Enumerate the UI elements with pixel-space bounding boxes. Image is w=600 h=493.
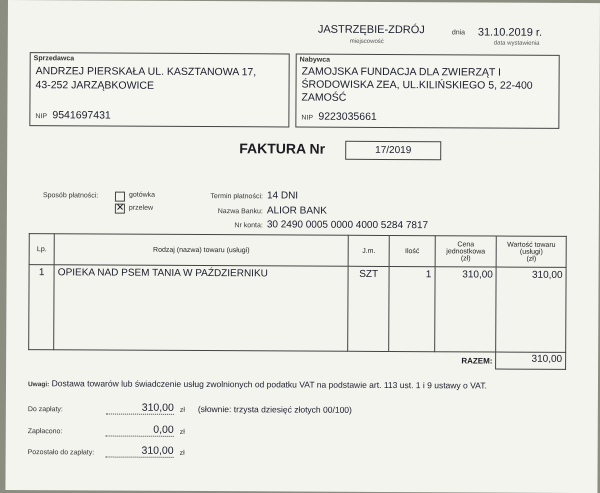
payment-term: 14 DNI <box>266 190 299 202</box>
col-unit: J.m. <box>348 235 390 266</box>
payment-method-label: Sposób płatności: <box>42 192 99 200</box>
remaining-currency: zł <box>179 449 185 457</box>
col-price <box>435 236 497 267</box>
issue-place: JASTRZĘBIE-ZDRÓJ <box>317 23 425 37</box>
items-header-row <box>29 234 566 268</box>
account-number: 30 2490 0005 0000 4000 5284 7817 <box>266 219 429 232</box>
remaining-amount: 310,00 <box>106 445 174 458</box>
total-row <box>29 350 566 370</box>
row-unit: SZT <box>348 266 390 351</box>
paid-label: Zapłacono: <box>27 428 63 436</box>
seller-box <box>29 52 289 127</box>
transfer-option-label: przelew <box>128 204 154 212</box>
buyer-label: Nabywca <box>299 56 331 64</box>
col-value <box>496 236 566 267</box>
issue-date-label: data wystawienia <box>493 40 540 47</box>
buyer-line3: ZAMOŚĆ <box>301 91 347 104</box>
paid-amount: 0,00 <box>106 424 174 437</box>
col-value-line2: (usługi) <box>519 248 543 256</box>
payment-term-label: Termin płatności: <box>210 193 263 201</box>
transfer-checkbox[interactable]: ✕ <box>115 202 125 214</box>
table-row <box>29 265 566 353</box>
seller-nip-label: NIP <box>35 113 48 121</box>
invoice-sheet <box>5 0 600 493</box>
invoice-number-box <box>345 141 441 161</box>
to-pay-currency: zł <box>179 406 185 414</box>
bank-name-label: Nazwa Banku: <box>217 208 263 216</box>
row-qty: 1 <box>389 267 435 352</box>
col-qty: Ilość <box>389 236 435 267</box>
remaining-label: Pozostało do zapłaty: <box>27 449 95 457</box>
cash-checkbox[interactable] <box>115 192 125 202</box>
total-label: RAZEM: <box>29 350 496 369</box>
notes-label: Uwagi: <box>27 381 50 389</box>
seller-line2: 43-252 JARZĄBKOWICE <box>35 79 155 92</box>
row-lp: 1 <box>29 265 55 350</box>
buyer-line2: ŚRODOWISKA ZEA, UL.KILIŃSKIEGO 5, 22-400 <box>301 78 533 92</box>
row-price: 310,00 <box>434 267 496 352</box>
notes <box>28 378 588 391</box>
notes-text: Dostawa towarów lub świadczenie usług zwolnionych od podatku VAT na podstawie art. 113 ust. 1 i 9 ustawy o VAT. <box>51 378 487 391</box>
row-name: OPIEKA NAD PSEM TANIA W PAŹDZIERNIKU <box>54 265 348 352</box>
buyer-nip-label: NIP <box>301 114 314 122</box>
account-label: Nr konta: <box>234 222 263 230</box>
seller-label: Sprzedawca <box>33 55 75 63</box>
to-pay-label: Do zapłaty: <box>27 406 63 414</box>
col-name: Rodzaj (nazwa) towaru (usługi) <box>54 234 348 267</box>
buyer-line1: ZAMOJSKA FUNDACJA DLA ZWIERZĄT I <box>301 65 502 79</box>
seller-nip: 9541697431 <box>52 109 111 122</box>
total-value: 310,00 <box>496 352 566 369</box>
date-prefix: dnia <box>451 29 466 37</box>
bank-name: ALIOR BANK <box>266 205 327 217</box>
col-lp: Lp. <box>29 234 54 265</box>
col-price-line1: Cena <box>457 240 475 248</box>
buyer-nip: 9223035661 <box>318 110 377 123</box>
to-pay-amount: 310,00 <box>106 402 174 415</box>
amount-in-words: (słownie: trzysta dziesięć złotych 00/100) <box>197 403 352 415</box>
invoice-title: FAKTURA Nr <box>239 140 326 157</box>
col-price-line3: (zł) <box>460 254 471 262</box>
invoice-number: 17/2019 <box>375 144 412 157</box>
col-value-line3: (zł) <box>526 255 537 263</box>
col-value-line1: Wartość towaru <box>507 241 556 249</box>
col-price-line2: jednostkowa <box>446 247 486 256</box>
paid-currency: zł <box>179 428 185 436</box>
issue-place-label: miejscowość <box>349 38 384 45</box>
seller-line1: ANDRZEJ PIERSKAŁA UL. KASZTANOWA 17, <box>35 65 257 79</box>
issue-date: 31.10.2019 r. <box>477 26 543 39</box>
cash-option-label: gotówka <box>128 191 156 199</box>
items-table <box>28 233 567 370</box>
row-value: 310,00 <box>496 267 566 352</box>
buyer-box <box>295 54 559 129</box>
